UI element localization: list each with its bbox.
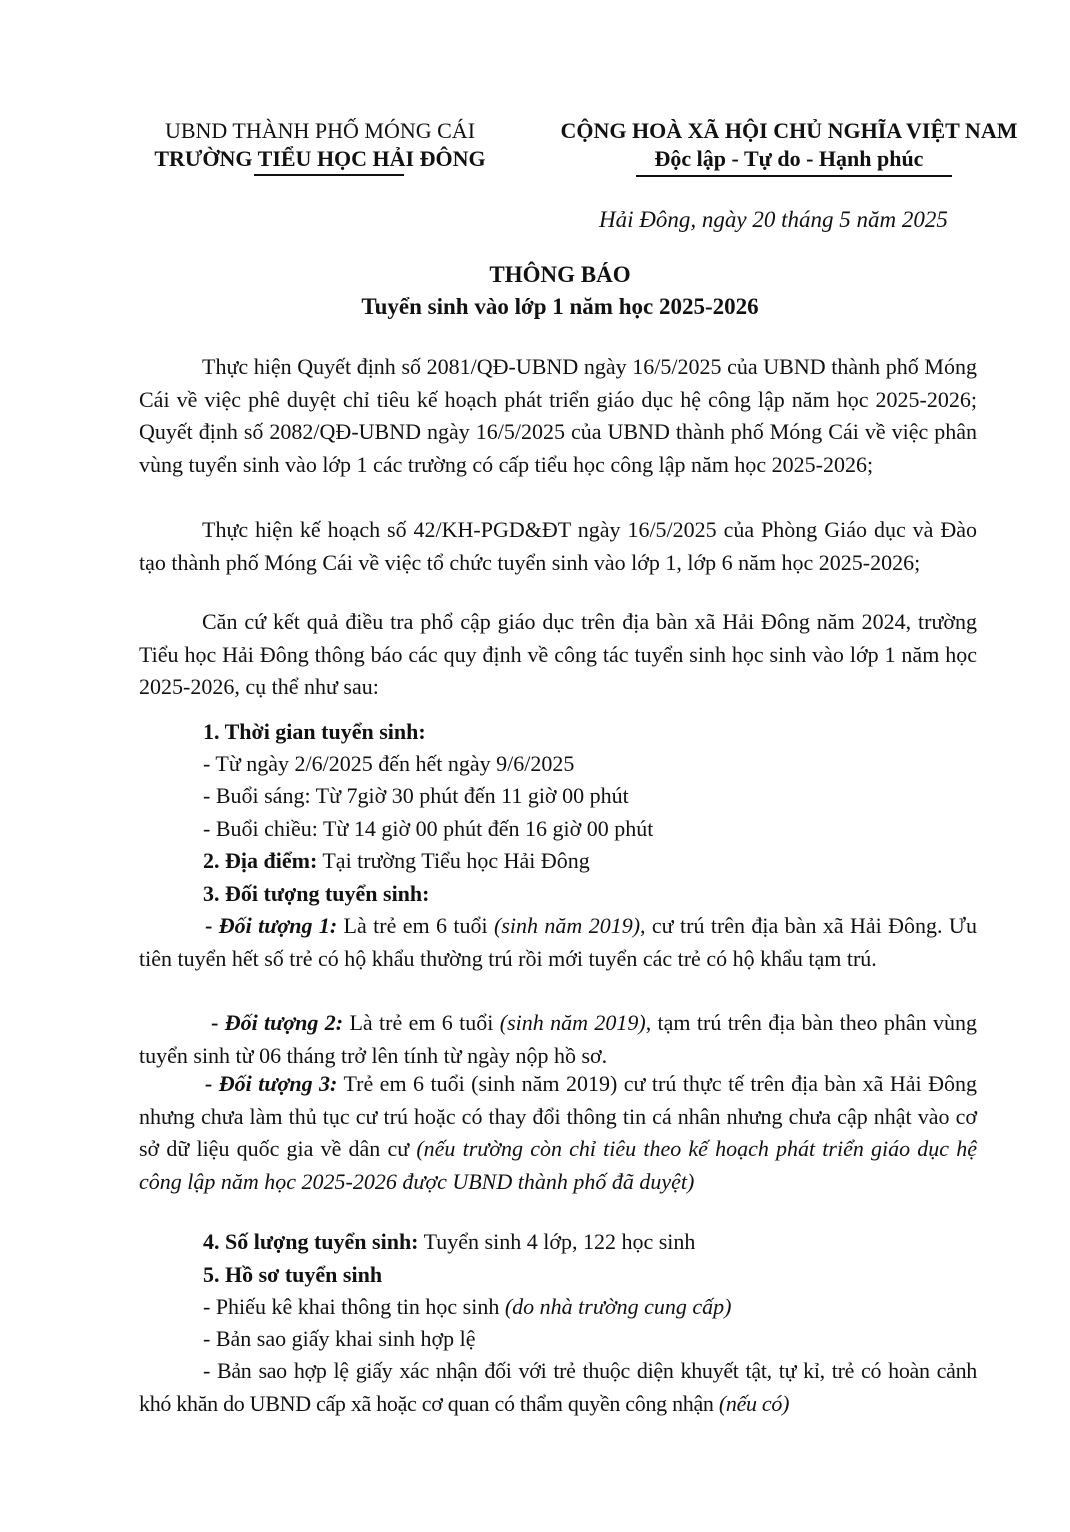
schedule-item: - Buổi chiều: Từ 14 giờ 00 phút đến 16 giờ 00 phút (203, 816, 654, 841)
country-name: CỘNG HOÀ XÃ HỘI CHỦ NGHĨA VIỆT NAM (560, 118, 1018, 143)
target-2-birth-year: (sinh năm 2019) (499, 1010, 646, 1035)
dossier-item: - Bản sao giấy khai sinh hợp lệ (203, 1326, 476, 1351)
dossier-item (203, 1291, 731, 1323)
section-4 (203, 1226, 695, 1258)
dossier-item-1: - Phiếu kê khai thông tin học sinh (203, 1294, 505, 1319)
section-2-heading: 2. Địa điểm: (203, 848, 318, 873)
section-5-heading: 5. Hồ sơ tuyển sinh (203, 1262, 383, 1287)
dossier-item-3: - Bản sao hợp lệ giấy xác nhận đối với trẻ thuộc diện khuyết tật, tự kỉ, trẻ có hoàn cảnh khó khăn do UBND cấp xã hoặc cơ quan có thẩm quyền công nhận (139, 1358, 977, 1416)
target-1-text-rest: , cư trú trên địa bàn xã Hải Đông. Ưu tiên tuyển hết số trẻ có hộ khẩu thường trú rồi mới tuyển các trẻ có hộ khẩu tạm trú. (139, 913, 977, 971)
authority-line: UBND THÀNH PHỐ MÓNG CÁI (164, 118, 476, 143)
schedule-item: - Từ ngày 2/6/2025 đến hết ngày 9/6/2025 (203, 751, 575, 776)
target-2-dash: - (211, 1010, 225, 1035)
intro-paragraph-2: Thực hiện kế hoạch số 42/KH-PGD&ĐT ngày 16/5/2025 của Phòng Giáo dục và Đào tạo thành phố Móng Cái về việc tổ chức tuyển sinh vào lớp 1, lớp 6 năm học 2025-2026; (139, 517, 977, 575)
dossier-item-1-note: (do nhà trường cung cấp) (504, 1294, 732, 1319)
issuing-authority (130, 117, 510, 173)
national-title (528, 117, 1050, 173)
dossier-item (139, 1355, 977, 1420)
target-2-text: Là trẻ em 6 tuổi (343, 1010, 500, 1035)
target-2-text-rest: , tạm trú trên địa bàn theo phân vùng tuyển sinh từ 06 tháng trở lên tính từ ngày nộp hồ sơ. (139, 1010, 977, 1068)
document-title: THÔNG BÁO (489, 262, 631, 287)
target-group-1 (139, 910, 977, 975)
section-1-heading: 1. Thời gian tuyển sinh: (203, 719, 426, 744)
intro-paragraph-3: Căn cứ kết quả điều tra phổ cập giáo dục trên địa bàn xã Hải Đông năm 2024, trường Tiểu học Hải Đông thông báo các quy định về công tác tuyển sinh học sinh vào lớp 1 năm học 2025-2026, cụ thể như sau: (139, 609, 977, 700)
dossier-item-3-note: (nếu có) (718, 1390, 790, 1416)
target-group-3 (139, 1068, 977, 1198)
school-name-underline (254, 174, 404, 176)
intro-paragraph-1: Thực hiện Quyết định số 2081/QĐ-UBND ngày 16/5/2025 của UBND thành phố Móng Cái về việc phê duyệt chỉ tiêu kế hoạch phát triển giáo dục hệ công lập năm học 2025-2026; Quyết định số 2082/QĐ-UBND ngày 16/5/2025 của UBND thành phố Móng Cái về việc phân vùng tuyển sinh vào lớp 1 các trường có cấp tiểu học công lập năm học 2025-2026; (139, 354, 977, 477)
place-date: Hải Đông, ngày 20 tháng 5 năm 2025 (599, 207, 948, 232)
section-2-text: Tại trường Tiểu học Hải Đông (317, 848, 590, 873)
motto: Độc lập - Tự do - Hạnh phúc (654, 146, 924, 171)
schedule-item: - Buổi sáng: Từ 7giờ 30 phút đến 11 giờ 00 phút (203, 783, 629, 808)
section-4-heading: 4. Số lượng tuyển sinh: (203, 1229, 419, 1254)
school-name: TRƯỜNG TIỂU HỌC HẢI ĐÔNG (154, 146, 486, 171)
section-2 (203, 845, 590, 877)
target-3-condition: (nếu trường còn chỉ tiêu theo kế hoạch phát triển giáo dục hệ công lập năm học 2025-2026 được UBND thành phố đã duyệt) (139, 1136, 977, 1194)
target-2-label: Đối tượng 2: (224, 1010, 344, 1035)
target-1-label: Đối tượng 1: (218, 913, 338, 938)
section-4-text: Tuyển sinh 4 lớp, 122 học sinh (418, 1229, 696, 1254)
target-3-text: Trẻ em 6 tuổi (sinh năm 2019) cư trú thực tế trên địa bàn xã Hải Đông nhưng chưa làm thủ tục cư trú hoặc có thay đổi thông tin cá nhân nhưng chưa cập nhật vào cơ sở dữ liệu quốc gia về dân cư (139, 1071, 977, 1162)
target-1-text: Là trẻ em 6 tuổi (337, 913, 495, 938)
document-subtitle: Tuyển sinh vào lớp 1 năm học 2025-2026 (361, 294, 759, 319)
section-3-heading: 3. Đối tượng tuyển sinh: (203, 881, 430, 906)
target-3-label: - Đối tượng 3: (205, 1071, 338, 1096)
target-group-2 (139, 1007, 977, 1072)
target-1-dash: - (205, 913, 219, 938)
motto-underline (636, 175, 952, 177)
target-1-birth-year: (sinh năm 2019) (494, 913, 641, 938)
